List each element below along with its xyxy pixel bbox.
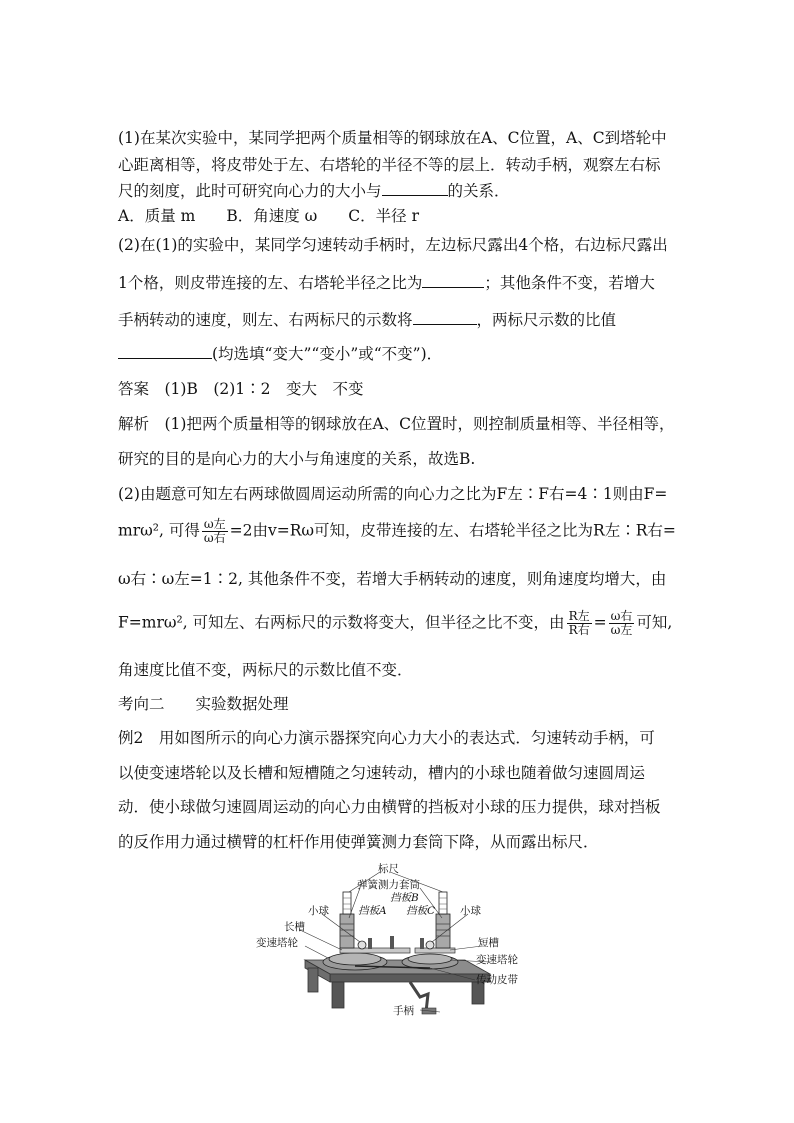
label-spring-sleeve: 弹簧测力套筒 xyxy=(357,879,420,891)
example-line-4: 的反作用力通过横臂的杠杆作用使弹簧测力套筒下降，从而露出标尺． xyxy=(118,833,599,851)
analysis-line-5: ω右∶ω左=1∶2, 其他条件不变，若增大手柄转动的速度，则角速度均增大，由 xyxy=(118,570,667,588)
analysis-line-7: 角速度比值不变，两标尺的示数比值不变． xyxy=(118,661,413,679)
q2-line-3 xyxy=(118,310,616,330)
q2-line-4 xyxy=(118,344,442,364)
spring-coils xyxy=(340,924,450,936)
answer-blank-4[interactable] xyxy=(118,344,212,359)
analysis-line-6-text: F=mrω², 可知左、右两标尺的示数将变大，但半径之比不变，由 xyxy=(118,613,565,632)
q1-options: A．质量 m B．角速度 ω C．半径 r xyxy=(118,207,419,225)
table-leg xyxy=(308,968,318,992)
analysis-line-4-text: mrω², 可得 xyxy=(118,521,200,540)
analysis-line-4 xyxy=(118,518,676,545)
label-scale: 标尺 xyxy=(378,863,399,875)
left-pulley-layer xyxy=(329,953,381,965)
right-spring-sleeve xyxy=(436,914,450,948)
q1-line-2: 心距离相等，将皮带处于左、右塔轮的半径不等的层上．转动手柄，观察左右标 xyxy=(118,156,661,174)
fraction-num: ω右 xyxy=(610,609,633,623)
q2-line-4-tail: (均选填“变大”“变小”或“不变”)． xyxy=(212,345,443,363)
right-ball xyxy=(426,941,434,949)
fraction-radius-ratio xyxy=(567,610,592,637)
q2-line-2 xyxy=(118,273,655,293)
label-pulley-right: 变速塔轮 xyxy=(476,954,518,966)
q2-line-2-text: 1个格，则皮带连接的左、右塔轮半径之比为 xyxy=(118,274,423,292)
q1-line-3 xyxy=(118,181,510,201)
baffle-b xyxy=(390,936,394,949)
q1-line-1: (1)在某次实验中，某同学把两个质量相等的钢球放在A、C位置，A、C到塔轮中 xyxy=(118,129,667,147)
analysis-line-4-tail: =2由v=Rω可知，皮带连接的左、右塔轮半径之比为R左∶R右= xyxy=(229,521,676,540)
right-scale xyxy=(439,892,447,914)
example-line-2: 以使变速塔轮以及长槽和短槽随之匀速转动，槽内的小球也随着做匀速圆周运 xyxy=(118,764,646,782)
label-ball-left: 小球 xyxy=(308,905,329,917)
baffle-a xyxy=(368,938,372,949)
fraction-num: R左 xyxy=(568,609,590,623)
analysis-line-3: (2)由题意可知左右两球做圆周运动所需的向心力之比为F左∶F右=4∶1则由F= xyxy=(118,485,668,503)
analysis-line-6-tail: 可知, xyxy=(636,613,673,632)
centripetal-force-apparatus-figure xyxy=(250,862,540,1022)
fraction-num: ω左 xyxy=(203,517,226,531)
left-ball xyxy=(358,941,366,949)
example-line-1: 例2 用如图所示的向心力演示器探究向心力大小的表达式．匀速转动手柄，可 xyxy=(118,729,655,747)
fraction-den: R右 xyxy=(568,623,590,637)
q1-line-3-tail: 的关系． xyxy=(447,182,510,200)
q1-line-3-text: 尺的刻度，此时可研究向心力的大小与 xyxy=(118,182,382,200)
analysis-line-6: F=mrω², 可知左、右两标尺的示数将变大，但半径之比不变，由 $\frac{\text{R左}}{\text{R右}}$ = $\frac{\text{ω右}}{\text{ω左}}$ 可知, xyxy=(118,609,673,637)
analysis-line-1: 解析 (1)把两个质量相等的钢球放在A、C位置时，则控制质量相等、半径相等， xyxy=(118,415,675,433)
answer-line: 答案 (1)B (2)1∶2 变大 不变 xyxy=(118,380,364,398)
label-belt: 传动皮带 xyxy=(476,974,518,986)
fraction-den: ω右 xyxy=(203,531,226,545)
table-leg xyxy=(332,982,344,1008)
fraction-omega-ratio-2 xyxy=(609,610,635,637)
answer-blank-2[interactable] xyxy=(422,273,484,288)
section-heading: 考向二 实验数据处理 xyxy=(118,695,289,713)
q2-line-3-tail: ，两标尺示数的比值 xyxy=(476,311,617,329)
analysis-line-2: 研究的目的是向心力的大小与角速度的关系，故选B. xyxy=(118,450,476,468)
q2-line-1: (2)在(1)的实验中，某同学匀速转动手柄时，左边标尺露出4个格，右边标尺露出 xyxy=(118,236,668,254)
example-line-3: 动．使小球做匀速圆周运动的向心力由横臂的挡板对小球的压力提供，球对挡板 xyxy=(118,798,661,816)
base-front xyxy=(330,974,490,982)
q2-line-2-tail: ；其他条件不变，若增大 xyxy=(484,274,655,292)
left-scale xyxy=(343,892,351,914)
label-long-groove: 长槽 xyxy=(284,921,305,933)
label-baffle-b: 挡板B xyxy=(390,892,419,904)
answer-blank-3[interactable] xyxy=(413,310,477,325)
label-baffle-a: 挡板A xyxy=(358,905,387,917)
label-ball-right: 小球 xyxy=(460,905,481,917)
label-short-groove: 短槽 xyxy=(478,937,499,949)
label-pulley-left: 变速塔轮 xyxy=(256,937,298,949)
answer-blank-1[interactable] xyxy=(382,181,448,196)
label-baffle-c: 挡板C xyxy=(406,905,436,917)
fraction-omega-ratio xyxy=(202,518,228,545)
long-groove xyxy=(340,948,410,953)
fraction-den: ω左 xyxy=(610,623,633,637)
left-spring-sleeve xyxy=(340,914,354,948)
label-handle: 手柄 xyxy=(393,1005,414,1017)
baffle-c xyxy=(420,938,424,949)
q2-line-3-text: 手柄转动的速度，则左、右两标尺的示数将 xyxy=(118,311,413,329)
right-pulley-layer xyxy=(408,954,452,964)
